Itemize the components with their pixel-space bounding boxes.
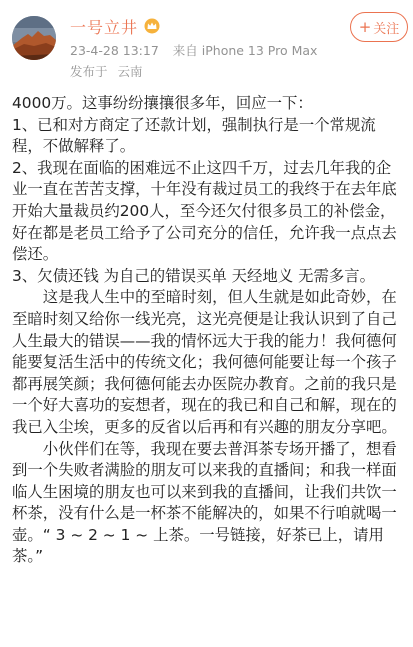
post-paragraph-reflection: 这是我人生中的至暗时刻，但人生就是如此奇妙，在至暗时刻又给你一线光亮，这光亮便是让我认识到了自己人生最大的错误——我的情怀远大于我的能力！我何德何能要复活生活中的传统文化；我何德何能要让每一个孩子都再展笑颜；我何德何能去办医院办教育。之前的我只是一个好大喜功的妄想者，现在的我已和自己和解，现在的我已入尘埃，更多的反省以后再和有兴趣的朋友分享吧。: [12, 288, 397, 436]
post-paragraph-livestream: 小伙伴们在等，我现在要去普洱茶专场开播了，想看到一个失败者满脸的朋友可以来我的直播间；和我一样面临人生困境的朋友也可以来到我的直播间，让我们共饮一杯茶，没有什么是一杯茶不能解决的，如果不行咱就喝一壶。“ 3 ~ 2 ~ 1 ~ 上茶。一号链接，好茶已上，请用茶。”: [12, 439, 397, 566]
post-location: [70, 62, 143, 80]
post-paragraph-intro: 4000万。这事纷纷攘攘很多年，回应一下：: [12, 94, 313, 112]
username-row: [70, 14, 160, 38]
location-name: 云南: [117, 64, 143, 79]
plus-icon: +: [358, 17, 372, 36]
post-body: [12, 93, 404, 568]
landscape-avatar-icon: [12, 16, 56, 60]
post-header: [0, 0, 413, 92]
post-timestamp: 23-4-28 13:17: [70, 43, 159, 58]
username[interactable]: 一号立井: [70, 17, 139, 37]
post-paragraph-point-1: 1、已和对方商定了还款计划，强制执行是一个常规流程，不做解释了。: [12, 115, 376, 156]
post-meta: [70, 41, 317, 59]
post-source: 来自 iPhone 13 Pro Max: [172, 43, 318, 58]
post-paragraph-point-2: 2、我现在面临的困难远不止这四千万，过去几年我的企业一直在苦苦支撑，十年没有裁过员工的我终于在去年底开始大量裁员约200人，至今还欠付很多员工的补偿金，好在都是老员工给予了公司充分的信任，允许我一点点去偿还。: [12, 158, 397, 264]
published-label: 发布于: [70, 64, 108, 79]
post-paragraph-point-3: 3、欠债还钱 为自己的错误买单 天经地义 无需多言。: [12, 266, 376, 285]
follow-button[interactable]: [350, 12, 408, 42]
follow-label: 关注: [373, 21, 400, 37]
crown-icon: [144, 18, 160, 34]
avatar[interactable]: [12, 16, 56, 60]
